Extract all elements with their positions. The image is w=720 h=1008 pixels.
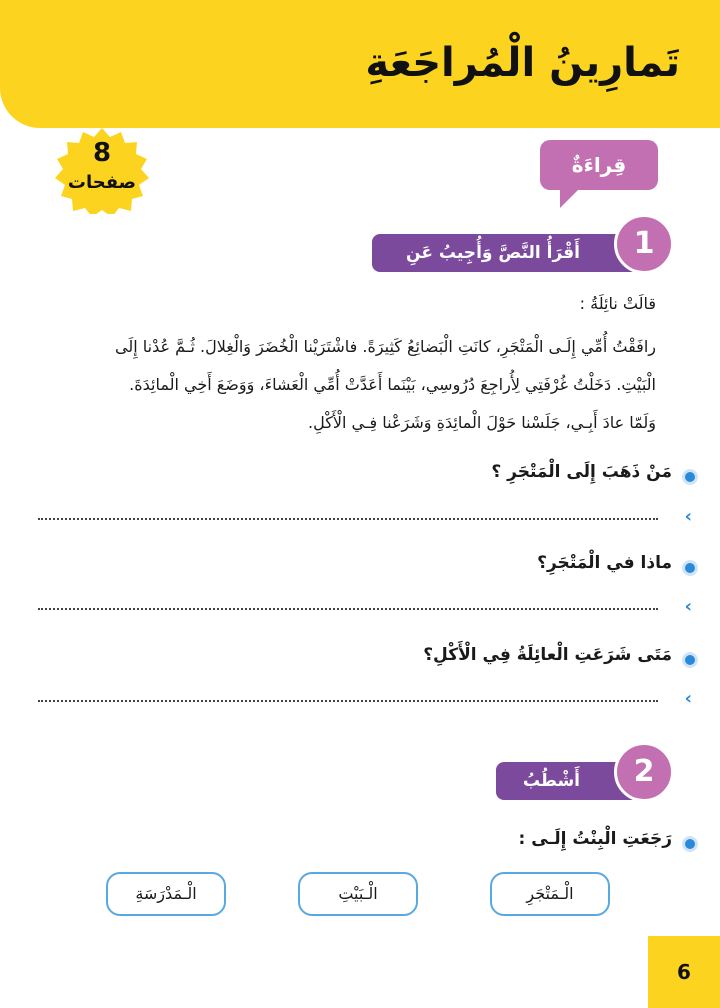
passage-line: الْبَيْتِ. دَخَلْتُ غُرْفَتِي لِأُراجِعَ دُرُوسِي، بَيْنَما أَعَدَّتْ أُمِّي الْعَشاءَ، وَوَضَعَ أَخِي الْمائِدَةَ. [129, 375, 656, 394]
bullet-icon [682, 836, 698, 852]
question-3: مَتَى شَرَعَتِ الْعائِلَةُ فِي الْأَكْلِ؟ [423, 645, 672, 665]
section-label: قِراءَةٌ [571, 153, 627, 177]
passage-line: وَلَمّا عادَ أَبِـي، جَلَسْنا حَوْلَ الْمائِدَةِ وَشَرَعْنا فِـي الْأَكْلِ. [308, 413, 656, 432]
option-school[interactable]: الْـمَدْرَسَةِ [106, 872, 226, 916]
question-1: مَنْ ذَهَبَ إِلَى الْمَتْجَرِ ؟ [491, 462, 672, 482]
chevron-left-icon: ‹ [684, 688, 692, 709]
page-title: تَمارِينُ الْمُراجَعَةِ [365, 40, 680, 86]
bullet-icon [682, 652, 698, 668]
option-store[interactable]: الْـمَتْجَرِ [490, 872, 610, 916]
chevron-left-icon: ‹ [684, 596, 692, 617]
pages-count: 8 [92, 138, 112, 168]
exercise2-prompt: رَجَعَتِ الْبِنْتُ إِلَـى : [518, 829, 672, 849]
answer-line-3[interactable] [38, 700, 658, 702]
question-2: ماذا في الْمَتْجَرِ؟ [537, 553, 672, 573]
page-number: 6 [677, 960, 691, 984]
passage-line: قالَتْ نائِلَةُ : [579, 294, 656, 313]
exercise1-number: 1 [614, 214, 674, 274]
exercise2-number: 2 [614, 742, 674, 802]
answer-line-1[interactable] [38, 518, 658, 520]
answer-line-2[interactable] [38, 608, 658, 610]
pages-label: صفحات [67, 172, 137, 193]
bullet-icon [682, 560, 698, 576]
exercise1-instruction: أَقْرَأُ النَّصَّ وَأُجِيبُ عَنِ الْأَسْئِلَةِ [372, 234, 650, 272]
exercise2-instruction: أَشْطُبُ الْخَطَأَ [496, 762, 650, 800]
option-home[interactable]: الْـبَيْتِ [298, 872, 418, 916]
passage-line: رافَقْتُ أُمِّي إِلَـى الْمَتْجَرِ، كانَتِ الْبَضائِعُ كَثِيرَةً. فاشْتَرَيْنا الْخُضَرَ وَالْغِلالَ. ثُـمَّ عُدْنا إِلَى [115, 337, 656, 356]
pages-badge [54, 128, 150, 214]
bullet-icon [682, 469, 698, 485]
chevron-left-icon: ‹ [684, 506, 692, 527]
